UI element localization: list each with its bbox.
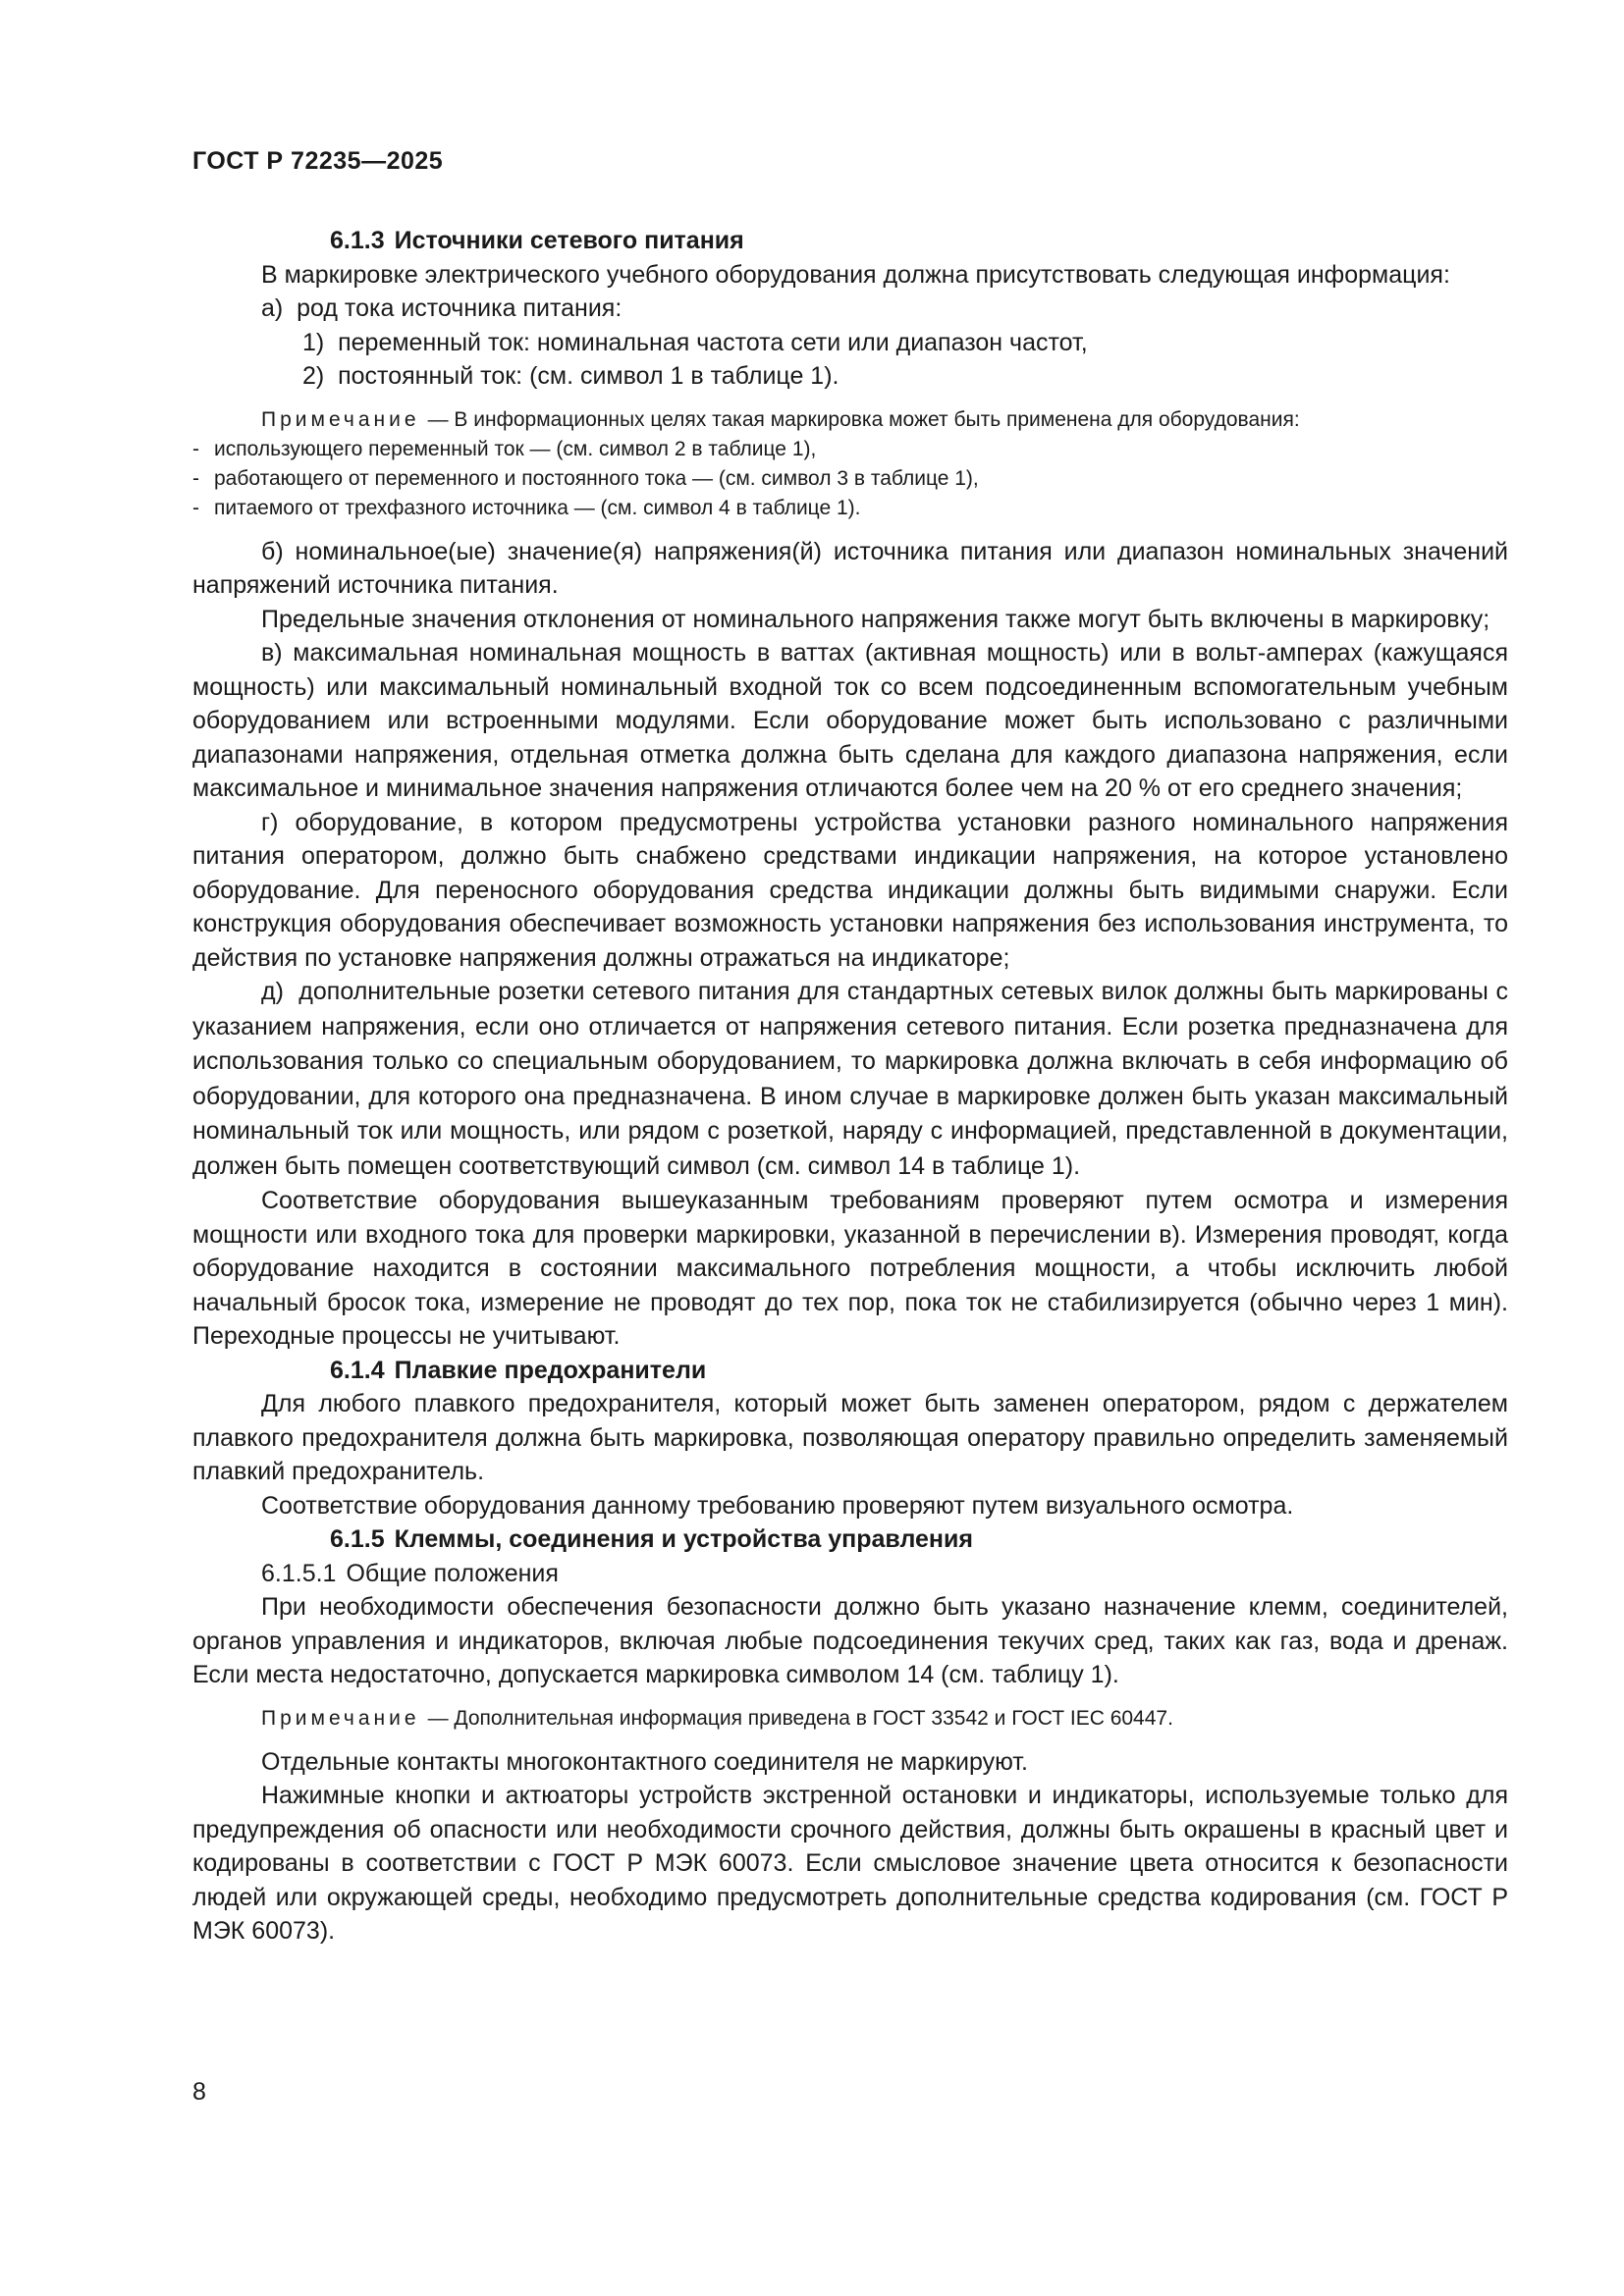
section-heading-6-1-5 [192,1522,1508,1557]
subsection-heading-6-1-5-1 [192,1557,1508,1591]
note-list-item: - питаемого от трехфазного источника — (см. символ 4 в таблице 1). [192,496,861,519]
list-item-d: д) дополнительные розетки сетевого питания для стандартных сетевых вилок должны быть маркированы с указанием напряжения, если оно отличается от напряжения сетевого питания. Если розетка предназначена для использования только со специальным оборудованием, то маркировка должна включать в себя информацию об оборудовании, для которого она предназначена. В ином случае в маркировке должен быть указан максимальный номинальный ток или мощность, или рядом с розеткой, наряду с информацией, представленной в документации, должен быть помещен соответствующий символ (см. символ 14 в таблице 1). [192,978,1508,1180]
section-title: Клеммы, соединения и устройства управления [394,1525,973,1553]
page-number: 8 [192,2078,206,2106]
paragraph-fuses: Для любого плавкого предохранителя, который может быть заменен оператором, рядом с держателем плавкого предохранителя должна быть маркировка, позволяющая оператору правильно определить заменяемый плавкий предохранитель. [192,1390,1508,1485]
note-label: Примечание [261,1706,420,1730]
note-label: Примечание [261,407,420,431]
note-2 [192,1704,1508,1734]
section-heading-6-1-3 [192,224,1508,258]
paragraph-compliance-6-1-4: Соответствие оборудования данному требованию проверяют путем визуального осмотра. [261,1491,1294,1520]
section-number: 6.1.3 [330,227,385,254]
paragraph-terminals: При необходимости обеспечения безопасности должно быть указано назначение клемм, соединителей, органов управления и индикаторов, включая любые подсоединения текучих сред, таких как газ, вода и дренаж. Если места недостаточно, допускается маркировка символом 14 (см. таблицу 1). [192,1593,1508,1688]
section-title: Источники сетевого питания [394,227,744,254]
paragraph-contacts: Отдельные контакты многоконтактного соединителя не маркируют. [261,1747,1028,1776]
document-body [192,224,1508,1949]
note-text: — В информационных целях такая маркировка может быть применена для оборудования: [427,407,1300,431]
note-text: — Дополнительная информация приведена в ГОСТ 33542 и ГОСТ IEC 60447. [427,1706,1173,1730]
note-1 [192,405,1508,435]
paragraph-buttons: Нажимные кнопки и актюаторы устройств экстренной остановки и индикаторы, используемые только для предупреждения об опасности или необходимости срочного действия, должны быть окрашены в красный цвет и кодированы в соответствии с ГОСТ Р МЭК 60073. Если смысловое значение цвета относится к безопасности людей или окружающей среды, необходимо предусмотреть дополнительные средства кодирования (см. ГОСТ Р МЭК 60073). [192,1782,1508,1945]
list-item-v: в) максимальная номинальная мощность в ваттах (активная мощность) или в вольт-амперах (кажущаяся мощность) или максимальный номинальный входной ток со всем подсоединенным вспомогательным учебным оборудованием или встроенными модулями. Если оборудование может быть использовано с различными диапазонами напряжения, отдельная отметка должна быть сделана для каждого диапазона напряжения, если максимальное и минимальное значения напряжения отличаются более чем на 20 % от его среднего значения; [192,639,1508,802]
note-list-item: - работающего от переменного и постоянного тока — (см. символ 3 в таблице 1), [192,466,979,490]
subsection-title: Общие положения [346,1559,559,1587]
section-title: Плавкие предохранители [394,1356,707,1384]
note-list-item: - использующего переменный ток — (см. символ 2 в таблице 1), [192,437,817,460]
list-item-a2: 2) постоянный ток: (см. символ 1 в таблице 1). [302,362,839,390]
section-number: 6.1.4 [330,1356,385,1384]
paragraph-intro: В маркировке электрического учебного оборудования должна присутствовать следующая информация: [261,260,1450,289]
list-item-g: г) оборудование, в котором предусмотрены устройства установки разного номинального напряжения питания оператором, должно быть снабжено средствами индикации напряжения, на которое установлено оборудование. Для переносного оборудования средства индикации должны быть видимыми снаружи. Если конструкция оборудования обеспечивает возможность установки напряжения без использования инструмента, то действия по установке напряжения должны отражаться на индикаторе; [192,808,1508,972]
section-number: 6.1.5 [330,1525,385,1553]
list-item-a1: 1) переменный ток: номинальная частота сети или диапазон частот, [302,328,1088,356]
subsection-number: 6.1.5.1 [261,1559,337,1587]
paragraph-limits: Предельные значения отклонения от номинального напряжения также могут быть включены в маркировку; [261,605,1490,633]
paragraph-compliance-6-1-3: Соответствие оборудования вышеуказанным требованиям проверяют путем осмотра и измерения мощности или входного тока для проверки маркировки, указанной в перечислении в). Измерения проводят, когда оборудование находится в состоянии максимального потребления мощности, а чтобы исключить любой начальный бросок тока, измерение не проводят до тех пор, пока ток не стабилизируется (обычно через 1 мин). Переходные процессы не учитывают. [192,1187,1508,1350]
document-header-title: ГОСТ Р 72235—2025 [192,147,444,175]
list-item-b: б) номинальное(ые) значение(я) напряжения(й) источника питания или диапазон номинальных значений напряжений источника питания. [192,537,1508,599]
list-item-a: а) род тока источника питания: [261,294,623,322]
section-heading-6-1-4 [192,1354,1508,1388]
